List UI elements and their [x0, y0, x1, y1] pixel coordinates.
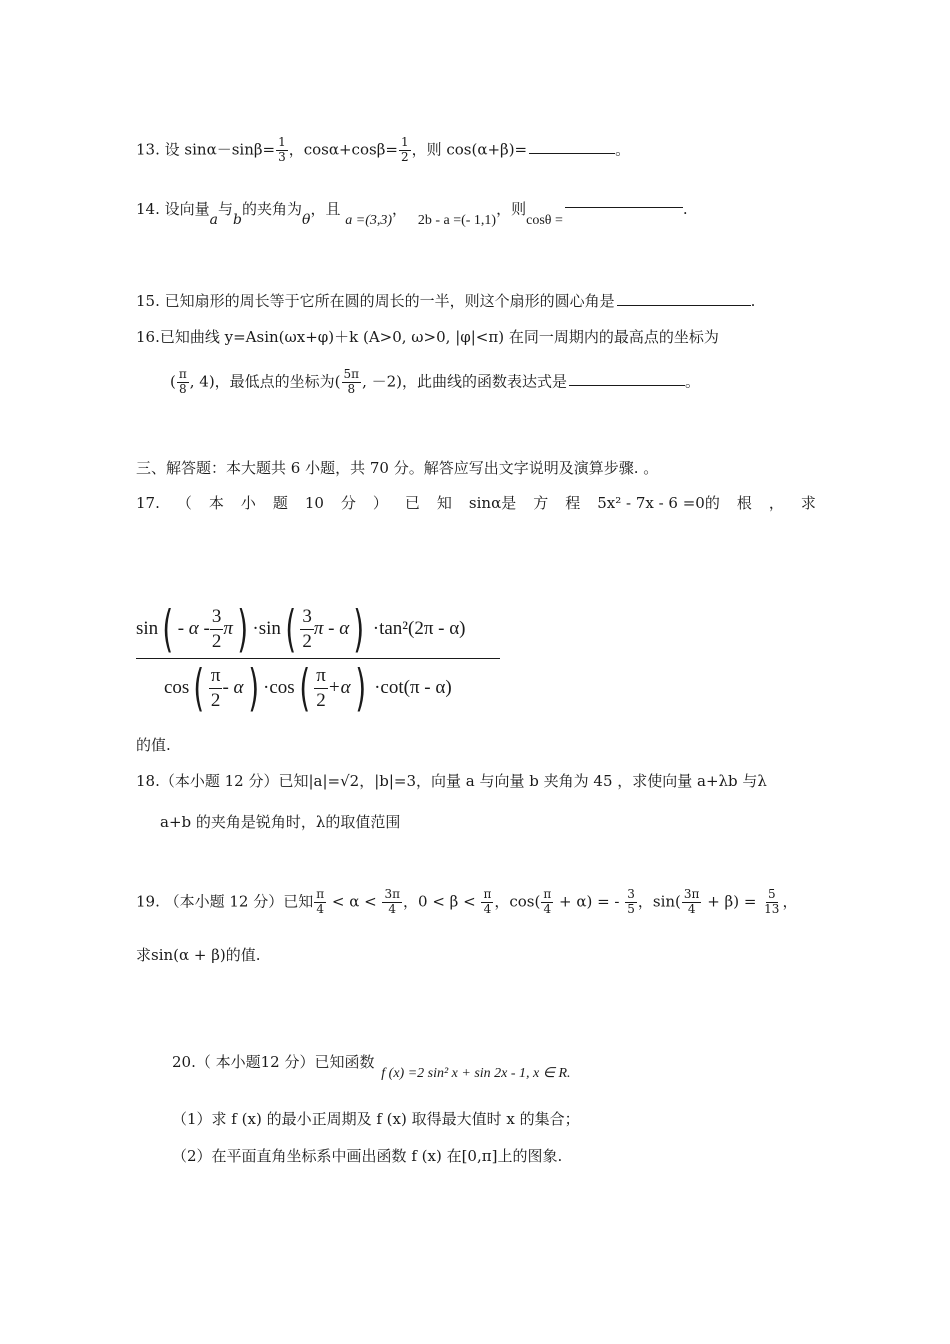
- q17-word: 本: [208, 494, 224, 512]
- q20-function-expr: f (x) =2 sin² x + sin 2x - 1, x ∈ R.: [381, 1066, 571, 1081]
- q17-word: 程: [565, 494, 581, 512]
- paren: (: [285, 600, 297, 658]
- q16-text: 16.已知曲线 y=Asin(ωx+φ)＋k (A>0, ω>0, |φ|<π) 在同一周期内的最高点的坐标为: [136, 328, 719, 346]
- question-20: [172, 1053, 571, 1081]
- section-3-text: 三、解答题：本大题共 6 小题，共 70 分。解答应写出文字说明及演算步骤. 。: [136, 459, 659, 477]
- fraction: $\frac{1}{2}$: [400, 135, 409, 164]
- q19-text: ，sin(: [637, 892, 681, 911]
- paren: ): [247, 659, 259, 717]
- answer-blank: [529, 152, 615, 154]
- q19-text: + α) = -: [554, 892, 625, 911]
- q19-text: + β) =: [702, 892, 762, 911]
- q17-word: ）: [372, 494, 388, 512]
- vector-b: b: [233, 212, 242, 228]
- q17-den-part: cos: [164, 677, 190, 698]
- q14-expr-cos: cosθ =: [526, 213, 563, 228]
- q15-text: 15. 已知扇形的周长等于它所在圆的周长的一半，则这个扇形的圆心角是: [136, 292, 615, 310]
- q16-text: , 4)，最低点的坐标为(: [189, 372, 341, 391]
- q19-text: ，: [782, 892, 798, 911]
- theta-symbol: θ: [302, 212, 311, 228]
- vector-a: a: [209, 212, 219, 228]
- q17-word: 方: [533, 494, 549, 512]
- q17-word: 17.: [136, 494, 160, 512]
- section-3-heading: [136, 461, 658, 476]
- question-20-part-1: [172, 1112, 580, 1127]
- q14-text: 设向量: [164, 200, 210, 218]
- paren: (: [299, 659, 310, 717]
- fraction: $\frac{1}{3}$: [278, 135, 286, 164]
- q17-word: 求: [800, 494, 816, 512]
- fraction: $\frac{3}{5}$: [627, 887, 635, 916]
- q17-num-part: ·sin: [252, 618, 281, 639]
- q13-text: 。: [615, 140, 631, 159]
- q17-num-part: π: [223, 618, 233, 639]
- fraction: $\frac{3\pi}{4}$: [683, 887, 700, 916]
- q17-word: 5x² - 7x - 6 =0的: [597, 494, 720, 512]
- fraction: π 2: [210, 664, 221, 711]
- q13-text: 设 sinα－sinβ=: [164, 140, 276, 159]
- question-20-part-2: [172, 1149, 562, 1164]
- q13-number: 13.: [136, 140, 160, 159]
- question-16-line-2: [170, 368, 700, 397]
- fraction: π 2: [316, 664, 326, 711]
- q19-text: 求sin(α + β)的值.: [136, 946, 261, 964]
- q17-word: sinα是: [468, 494, 517, 512]
- q15-text: .: [750, 292, 756, 310]
- q14-text: ，且: [310, 200, 341, 218]
- q17-word: 知: [436, 494, 452, 512]
- q14-text: 与: [218, 200, 234, 218]
- fraction: $\frac{\pi}{8}$: [178, 367, 187, 396]
- q17-tail: [136, 738, 171, 753]
- q17-den-part: +α: [327, 677, 351, 698]
- q17-denominator: [136, 659, 500, 717]
- q17-word: 10: [304, 494, 324, 512]
- q17-num-part: - α -: [177, 618, 210, 639]
- q13-text: ，cosα+cosβ=: [288, 140, 398, 159]
- q16-text: , －2)，此曲线的函数表达式是: [362, 372, 568, 391]
- paren: (: [193, 659, 205, 717]
- q19-text: 19. （本小题 12 分）已知: [136, 892, 314, 911]
- question-17: [136, 496, 816, 511]
- paren: (: [162, 600, 174, 658]
- q18-text: 18.（本小题 12 分）已知|a|=√2，|b|=3，向量 a 与向量 b 夹角为 45 ，求使向量 a+λb 与λ: [136, 772, 767, 790]
- question-16-line-1: [136, 330, 719, 345]
- question-19-line-2: [136, 948, 261, 963]
- q19-text: < α <: [327, 892, 382, 911]
- question-15: [136, 294, 755, 309]
- q17-formula: [136, 600, 500, 717]
- q13-text: ，则 cos(α+β)=: [411, 140, 528, 159]
- q14-text: .: [682, 200, 688, 218]
- question-18-line-1: [136, 774, 767, 789]
- paren: ): [353, 600, 365, 658]
- q16-text: (: [170, 372, 176, 391]
- q17-num-part: ·tan²(2π - α): [372, 618, 466, 639]
- question-18-line-2: [160, 815, 400, 830]
- q14-text: ，则: [496, 200, 527, 218]
- question-19: [136, 888, 797, 917]
- q14-text: 的夹角为: [242, 200, 303, 218]
- fraction: 3 2: [302, 605, 312, 652]
- question-13: [136, 136, 630, 165]
- q17-word: （: [176, 494, 192, 512]
- q14-number: 14.: [136, 200, 160, 218]
- q19-text: ，0 < β <: [403, 892, 481, 911]
- q17-den-part: ·cos: [263, 677, 295, 698]
- answer-blank: [617, 304, 751, 306]
- q20-text: 20.（ 本小题12 分）已知函数: [172, 1053, 375, 1071]
- q17-word: 题: [272, 494, 288, 512]
- answer-blank: [565, 206, 683, 208]
- fraction: $\frac{5}{13}$: [764, 887, 780, 916]
- q20-part-1-text: （1）求 f (x) 的最小正周期及 f (x) 取得最大值时 x 的集合；: [172, 1110, 580, 1128]
- q16-text: 。: [685, 372, 701, 391]
- q14-text: ，: [392, 200, 408, 218]
- q18-text: a+b 的夹角是锐角时，λ的取值范围: [160, 813, 401, 831]
- q19-text: ，cos(: [494, 892, 541, 911]
- fraction: $\frac{\pi}{4}$: [483, 887, 492, 916]
- fraction: $\frac{\pi}{4}$: [543, 887, 552, 916]
- question-14: [136, 200, 688, 228]
- answer-blank: [569, 384, 685, 386]
- paren: ): [237, 600, 248, 658]
- q17-numerator: [136, 600, 500, 658]
- paren: ): [354, 659, 366, 717]
- q17-word: 根: [736, 494, 752, 512]
- q17-word: ，: [768, 494, 784, 512]
- q17-den-part: - α: [222, 677, 244, 698]
- fraction: 3 2: [211, 605, 222, 652]
- q17-tail-text: 的值.: [136, 736, 171, 754]
- q17-word: 小: [240, 494, 256, 512]
- q14-expr-2b: 2b - a =(- 1,1): [417, 213, 497, 228]
- q14-expr-a: a =(3,3): [345, 213, 393, 228]
- q17-word: 分: [340, 494, 356, 512]
- q17-den-part: ·cot(π - α): [374, 677, 452, 698]
- fraction: $\frac{5\pi}{8}$: [343, 367, 360, 396]
- fraction: $\frac{3\pi}{4}$: [384, 887, 401, 916]
- q17-num-part: sin: [136, 618, 159, 639]
- q20-part-2-text: （2）在平面直角坐标系中画出函数 f (x) 在[0,π]上的图象.: [172, 1147, 563, 1165]
- q17-word: 已: [404, 494, 420, 512]
- fraction: $\frac{\pi}{4}$: [316, 887, 325, 916]
- q17-num-part: π - α: [313, 618, 350, 639]
